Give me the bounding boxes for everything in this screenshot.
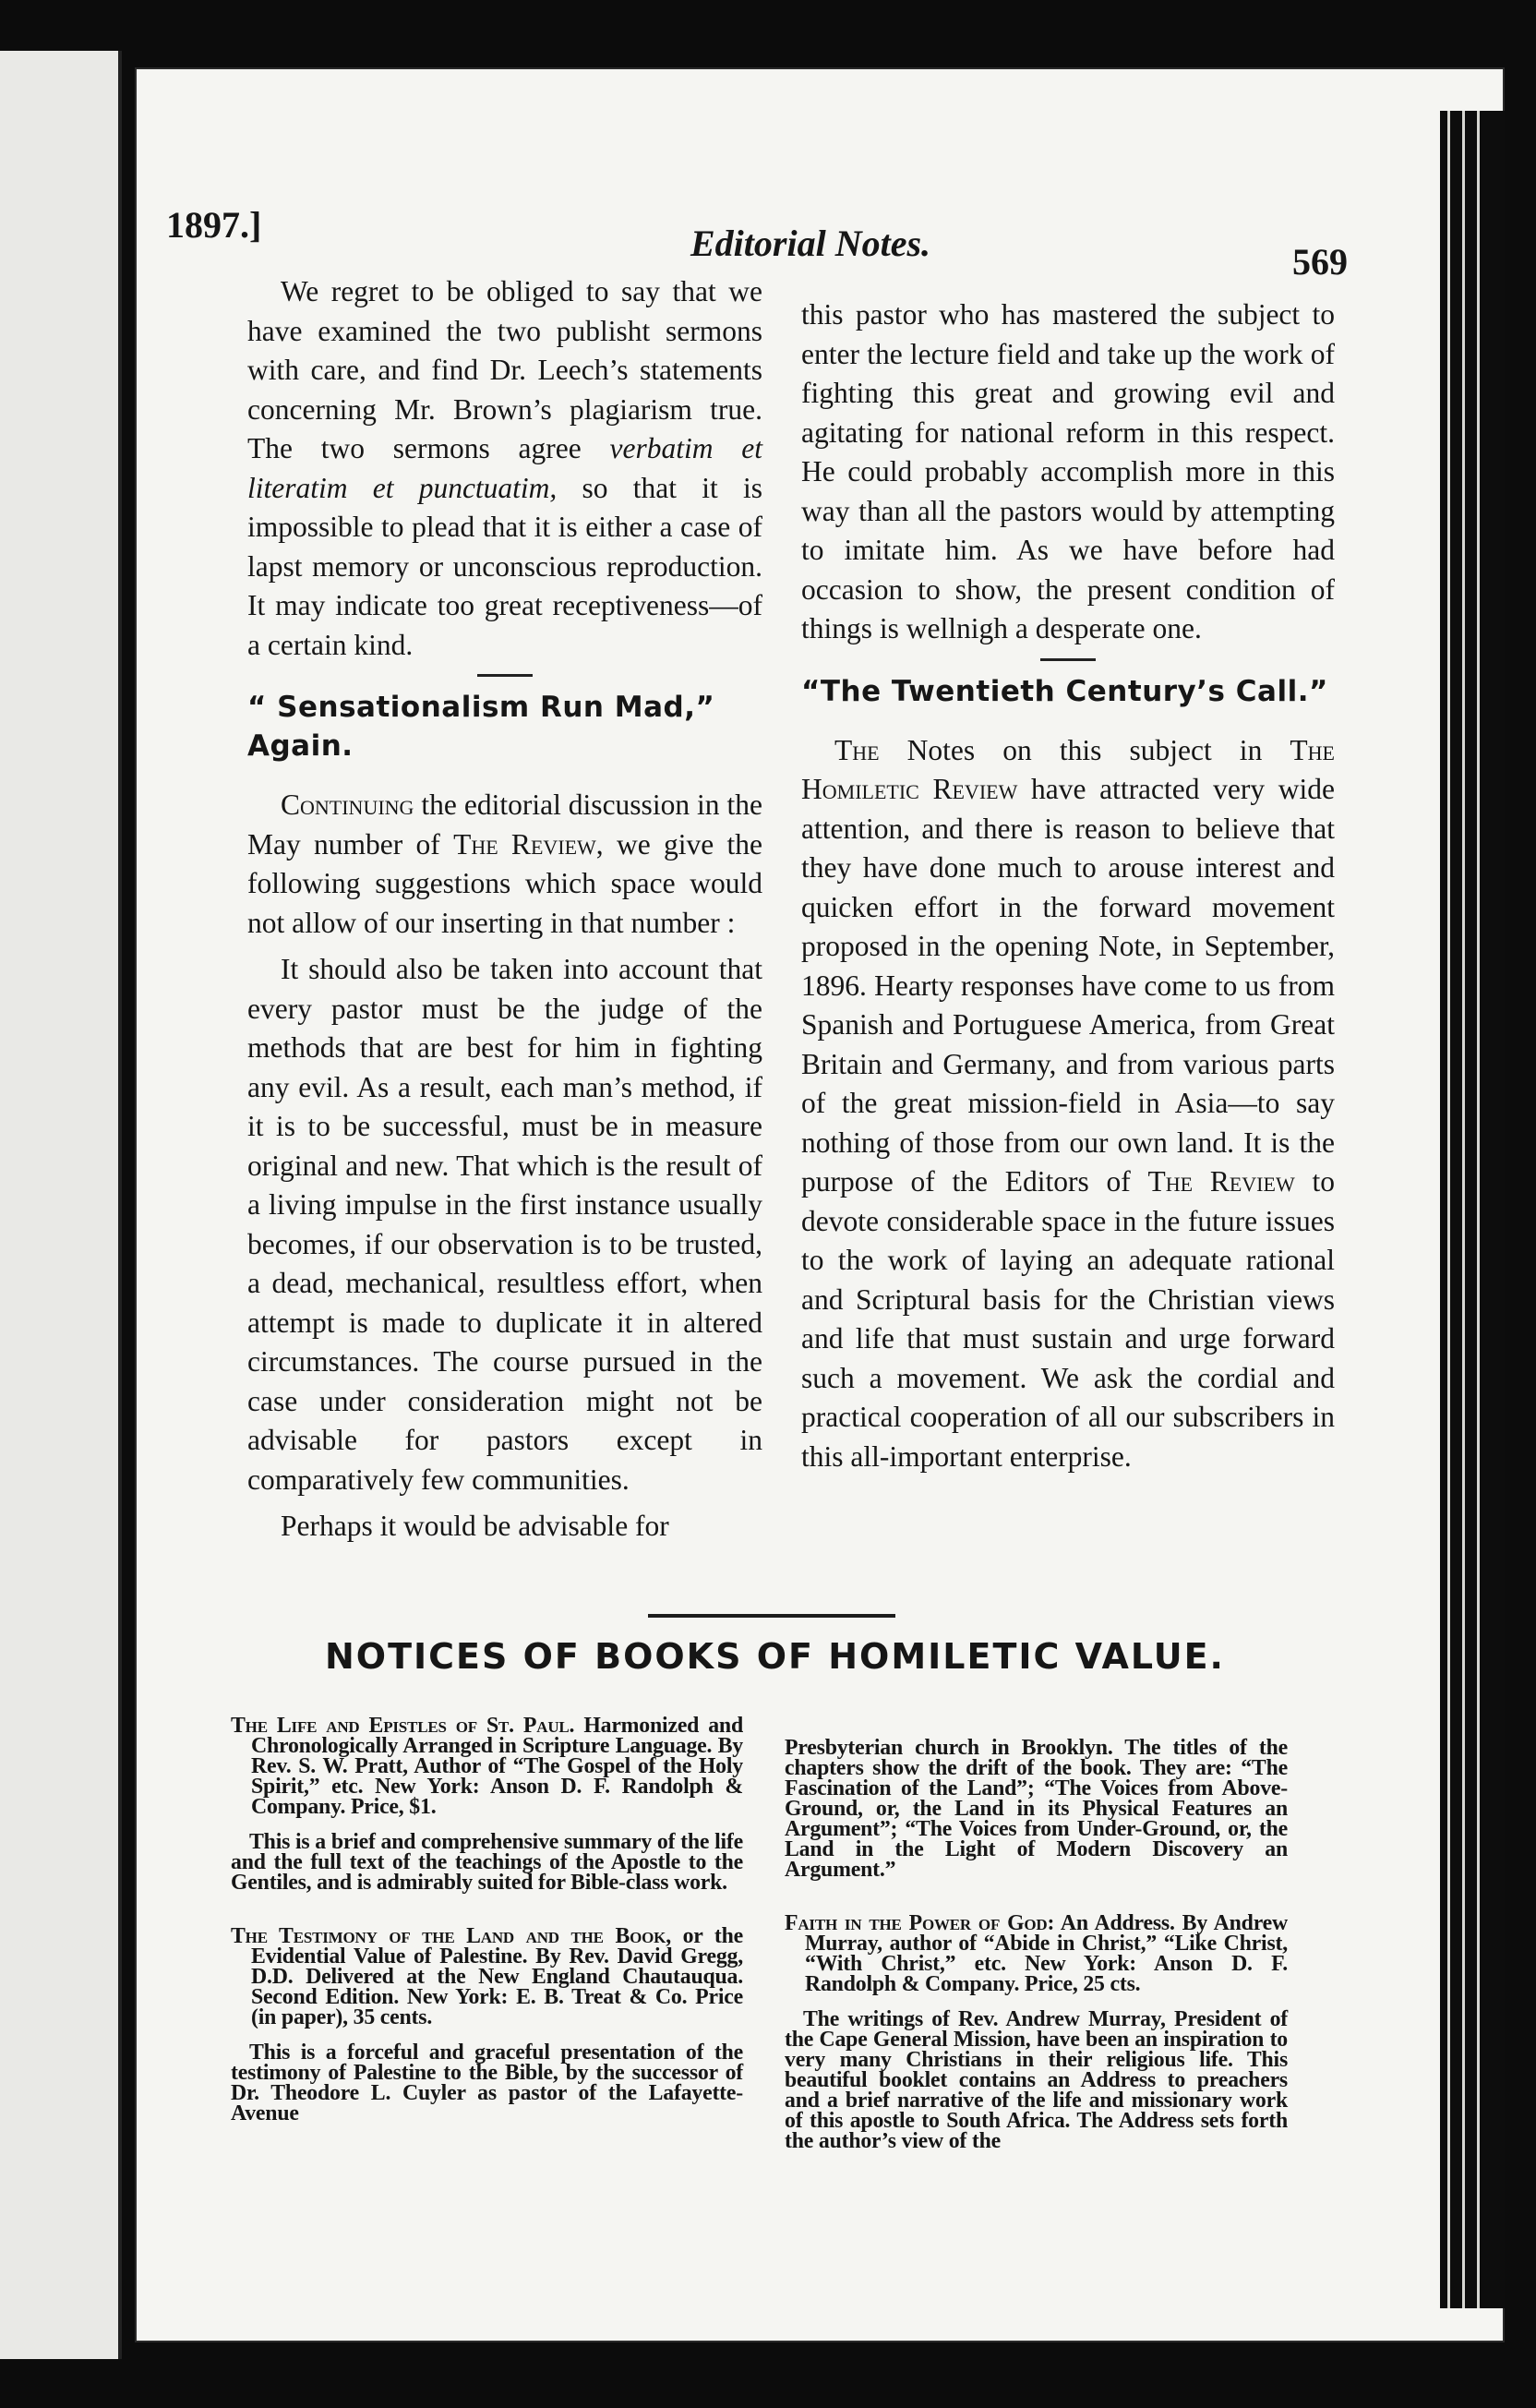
header-title: Editorial Notes. [690,223,931,264]
paragraph: We regret to be obliged to say that we have examined the two publisht sermons with care, and find Dr. Leech’s statements concerning Mr. Brown’s plagiarism true. The two sermons agree verbatim et literatim et punctuatim, so that it is impossible to plead that it is either a case of lapst memory or unconscious reproduction. It may indicate too great receptiveness—of a certain kind. [247,275,762,661]
book-entry: The Testimony of the Land and the Book, or the Evidential Value of Palestine. By Rev. David Gregg, D.D. Delivered at the New England Chautauqua. Second Edition. New York: E. B. Treat & Co. Price (in paper), 35 cents. [231,1924,743,2029]
section-divider [477,674,533,677]
section-title: “ Sensationalism Run Mad,” Again. [247,691,715,763]
editorial-column-right [801,295,1335,1476]
notices-column-left [231,1716,743,2124]
book-entry: Faith in the Power of God: An Address. By Andrew Murray, author of “Abide in Christ,” “Like Christ, “With Christ,” etc. New York: Anson D. F. Randolph & Company. Price, 25 cts. [785,1911,1288,1996]
book-review: This is a brief and comprehensive summary of the life and the full text of the teachings of the Apostle to the Gentiles, and is admirably suited for Bible-class work. [231,1830,743,1895]
section-divider [1040,658,1096,661]
book-review: This is a forceful and graceful presentation of the testimony of Palestine to the Bible, by the successor of Dr. Theodore L. Cuyler as pastor of the Lafayette-Avenue [231,2041,743,2125]
paragraph: this pastor who has mastered the subject to enter the lecture field and take up the work of fighting this great and growing evil and agitating for national reform in this respect. He could probably accomplish more in this way than all the pastors would by attempting to imitate him. As we have before had occasion to show, the present condition of things is wellnigh a desperate one. [801,298,1335,644]
book-review-continued: Presbyterian church in Brooklyn. The titles of the chapters show the drift of the book. They are: “The Fascination of the Land”; “The Voices from Above-Ground, or, the Land in its Physical Features an Argument”; “The Voices from Under-Ground, or, the Land in the Light of Modern Discovery an Argument.” [785,1736,1288,1882]
paragraph: Perhaps it would be advisable for [281,1510,669,1542]
book-entry: The Life and Epistles of St. Paul. Harmonized and Chronologically Arranged in Scripture Language. By Rev. S. W. Pratt, Author of “The Gospel of the Holy Spirit,” etc. New York: Anson D. F. Randolph & Company. Price, $1. [231,1714,743,1819]
header-year: 1897.] [166,204,262,246]
paragraph: The Notes on this subject in The Homiletic Review have attracted very wide attention, and there is reason to believe that they have done much to arouse interest and quicken effort in the forward movement proposed in the opening Note, in September, 1896. Hearty responses have come to us from Spanish and Portuguese America, from Great Britain and Germany, and from various parts of the great mission-field in Asia—to say nothing of those from our own land. It is the purpose of the Editors of The Review to devote considerable space in the future issues to the work of laying an adequate rational and Scriptural basis for the Christian views and life that must sustain and urge forward such a movement. We ask the cordial and practical cooperation of all our subscribers in this all-important enterprise. [801,733,1335,1473]
section-title: “The Twentieth Century’s Call.” [801,674,1328,708]
editorial-column-left [247,272,762,1547]
running-header [166,185,1348,283]
notices-heading: NOTICES OF BOOKS OF HOMILETIC VALUE. [325,1636,1225,1677]
page-stack-edge [1440,111,1505,2308]
paragraph: It should also be taken into account that every pastor must be the judge of the methods that are best for him in fighting any evil. As a result, each man’s method, if it is to be successful, must be in measure original and new. That which is the result of a living impulse in the first instance usually becomes, if our observation is to be trusted, a dead, mechanical, resultless effort, when attempt is made to duplicate it in altered circumstances. The course pursued in the case under consideration might not be advisable for pastors except in comparatively few communities. [247,953,762,1496]
horizontal-rule [648,1614,895,1618]
page-number: 569 [1292,241,1348,283]
notices-column-right [785,1738,1288,2151]
book-review: The writings of Rev. Andrew Murray, President of the Cape General Mission, have been an inspiration to very many Christians in their religious life. This beautiful booklet contains an Address to preachers and a brief narrative of the life and missionary work of this apostle to South Africa. The Address sets forth the author’s view of the [785,2007,1288,2153]
facing-page-edge [0,51,122,2359]
paragraph: Continuing the editorial discussion in the May number of The Review, we give the following suggestions which space would not allow of our inserting in that number : [247,789,763,939]
